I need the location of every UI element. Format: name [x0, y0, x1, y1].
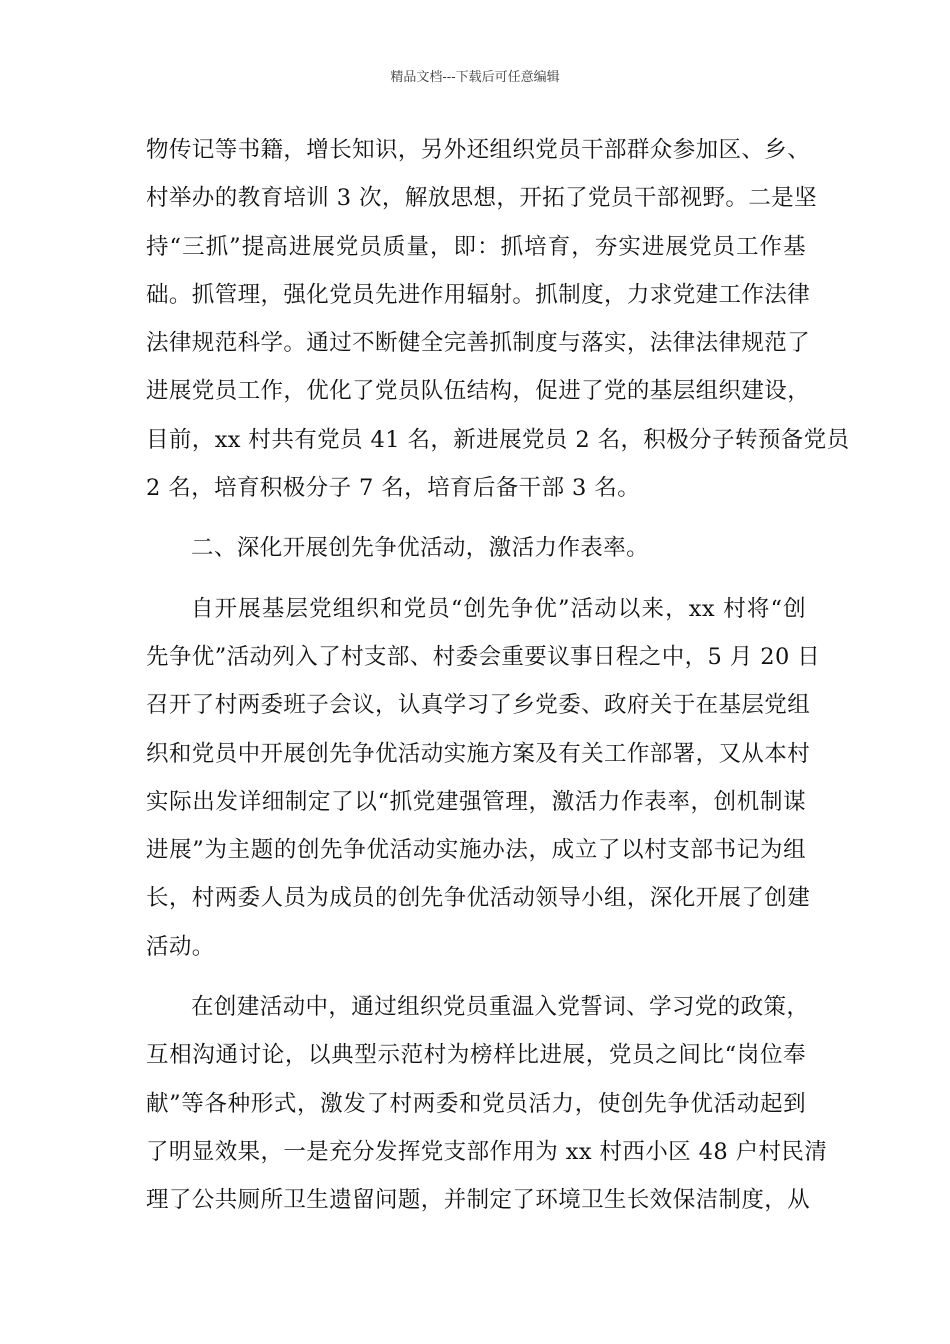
text-line: 自开展基层党组织和党员“创先争优”活动以来，xx 村将“创 — [191, 595, 806, 622]
text-line: 互相沟通讨论，以典型示范村为榜样比进展，党员之间比“岗位奉 — [146, 1042, 806, 1069]
text-line: 先争优”活动列入了村支部、村委会重要议事日程之中，5 月 20 日 — [146, 643, 821, 670]
text-line: 村举办的教育培训 3 次，解放思想，开拓了党员干部视野。二是坚 — [146, 185, 818, 212]
text-line: 法律规范科学。通过不断健全完善抓制度与落实，法律法律规范了 — [146, 330, 811, 357]
text-line: 础。抓管理，强化党员先进作用辐射。抓制度，力求党建工作法律 — [146, 281, 811, 308]
text-line: 献”等各种形式，激发了村两委和党员活力，使创先争优活动起到 — [146, 1090, 806, 1117]
text-line: 持“三抓”提高进展党员质量，即：抓培育，夯实进展党员工作基 — [146, 233, 806, 260]
text-line: 进展党员工作，优化了党员队伍结构，促进了党的基层组织建设， — [146, 378, 811, 405]
text-line: 物传记等书籍，增长知识，另外还组织党员干部群众参加区、乡、 — [146, 137, 811, 163]
text-line: 长，村两委人员为成员的创先争优活动领导小组，深化开展了创建 — [146, 885, 811, 912]
text-line: 召开了村两委班子会议，认真学习了乡党委、政府关于在基层党组 — [146, 692, 811, 719]
document-body — [146, 126, 850, 1225]
text-line: 织和党员中开展创先争优活动实施方案及有关工作部署，又从本村 — [146, 740, 811, 767]
text-line: 2 名，培育积极分子 7 名，培育后备干部 3 名。 — [146, 475, 641, 502]
page-header: 精品文档---下载后可任意编辑 — [390, 70, 560, 85]
text-line: 进展”为主题的创先争优活动实施办法，成立了以村支部书记为组 — [146, 837, 806, 864]
text-line: 实际出发详细制定了以“抓党建强管理，激活力作表率，创机制谋 — [146, 788, 806, 815]
text-line: 活动。 — [146, 933, 215, 960]
section-heading: 二、深化开展创先争优活动，激活力作表率。 — [191, 535, 650, 562]
text-line: 目前，xx 村共有党员 41 名，新进展党员 2 名，积极分子转预备党员 — [146, 426, 850, 453]
text-line: 理了公共厕所卫生遗留问题，并制定了环境卫生长效保洁制度，从 — [146, 1187, 811, 1214]
text-line: 了明显效果，一是充分发挥党支部作用为 xx 村西小区 48 户村民清 — [146, 1138, 828, 1165]
text-line: 在创建活动中，通过组织党员重温入党誓词、学习党的政策， — [191, 994, 810, 1021]
